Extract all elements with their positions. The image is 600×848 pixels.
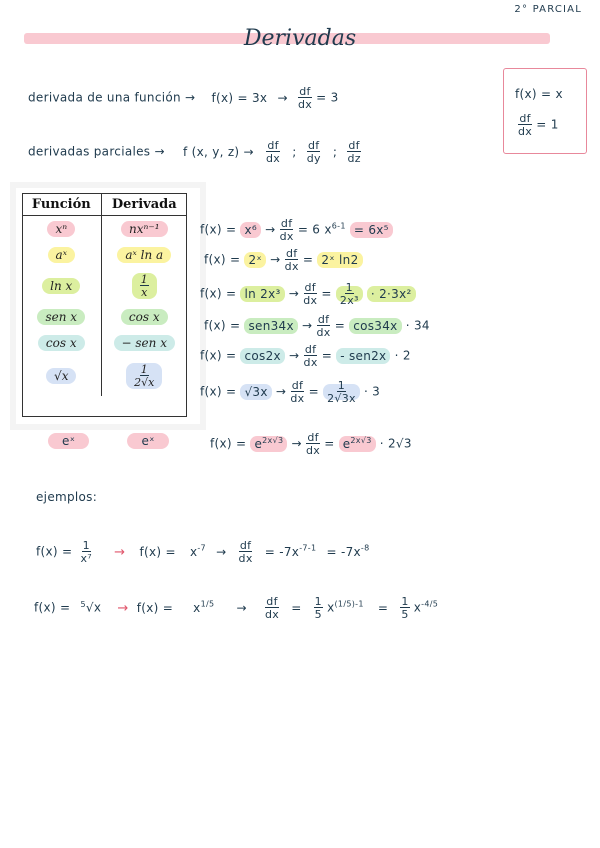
- frac-den: 2√x: [134, 376, 155, 389]
- result-highlight: = 6x⁵: [350, 222, 393, 238]
- partial-derivatives: [28, 140, 361, 164]
- frac-den: dx: [238, 552, 253, 565]
- arrow: →: [270, 252, 281, 267]
- frac-num: df: [304, 343, 317, 356]
- function-base: e: [254, 436, 263, 451]
- frac-den: x⁷: [80, 552, 93, 565]
- frac-den: dz: [347, 152, 361, 165]
- result-highlight: 2ˣ ln2: [317, 252, 362, 268]
- table-row: [22, 330, 187, 356]
- frac-num: 1: [82, 539, 90, 552]
- arrow: →: [265, 222, 276, 237]
- frac-num: df: [239, 539, 252, 552]
- frac-den: dx: [264, 608, 280, 621]
- function-highlight: x⁶: [240, 222, 261, 238]
- chain-factor: · 34: [405, 318, 430, 333]
- result-base: e: [342, 436, 351, 451]
- frac-num: df: [307, 431, 319, 444]
- table-derivative: aˣ ln a: [117, 247, 171, 263]
- partial-function: f (x, y, z) →: [182, 144, 254, 159]
- exponent: -4/5: [421, 599, 439, 609]
- exponent: 1/5: [200, 599, 215, 609]
- lhs: f(x) =: [200, 348, 237, 363]
- power-base: x: [327, 600, 335, 615]
- table-row: [22, 356, 187, 396]
- table-function: aˣ: [48, 247, 75, 263]
- exp-row: [48, 433, 169, 449]
- frac-num: df: [267, 139, 279, 152]
- header-function: Función: [22, 193, 101, 216]
- frac-num: df: [299, 85, 311, 98]
- arrow: →: [291, 436, 302, 451]
- exponent: 6-1: [331, 221, 346, 231]
- arrow: →: [302, 318, 313, 333]
- example-1: [36, 540, 370, 564]
- result-highlight: cos34x: [349, 318, 401, 334]
- exponent: -8: [360, 543, 370, 553]
- rule-example-exponential: [204, 248, 363, 272]
- rule-example-log: [200, 282, 416, 306]
- table-row: [22, 304, 187, 330]
- table-function: xⁿ: [47, 221, 75, 237]
- exp-derivative: eˣ: [127, 433, 168, 449]
- note-box-function: f(x) = x: [515, 87, 563, 101]
- table-row: [22, 242, 187, 268]
- frac-den: 2√3x: [327, 392, 356, 405]
- frac-num: df: [308, 139, 320, 152]
- frac-num: df: [291, 379, 304, 392]
- equals: =: [324, 436, 335, 451]
- table-derivative: nxⁿ⁻¹: [121, 221, 168, 237]
- arrow: →: [277, 90, 288, 105]
- function-highlight: cos2x: [240, 348, 284, 364]
- rule-example-cosine: [200, 344, 411, 368]
- function-highlight: ln 2x³: [240, 286, 284, 302]
- page-title: Derivadas: [243, 26, 357, 51]
- chain-factor: · 2√3: [379, 436, 412, 451]
- exponent: (1/5)-1: [334, 599, 364, 609]
- lhs: f(x) =: [200, 286, 237, 301]
- equals: =: [308, 384, 319, 399]
- table-function: √x: [46, 368, 76, 384]
- red-arrow: →: [114, 544, 126, 560]
- table-row: [22, 268, 187, 304]
- table-row: [22, 216, 187, 243]
- exp-function: eˣ: [48, 433, 89, 449]
- arrow: →: [216, 544, 227, 559]
- lhs: f(x) =: [200, 384, 237, 399]
- frac-num: 1: [140, 363, 148, 376]
- frac-num: 1: [140, 273, 148, 286]
- frac-den: dx: [303, 294, 318, 307]
- equals: =: [334, 318, 346, 333]
- frac-den: dx: [266, 152, 281, 165]
- equals: =: [377, 600, 389, 615]
- arrow: →: [236, 600, 247, 615]
- partial-label: derivadas parciales →: [28, 144, 165, 159]
- frac-den: dx: [316, 326, 331, 339]
- root: √x: [85, 600, 102, 615]
- table-derivative: − sen x: [114, 335, 175, 351]
- rule-example-sine: [204, 314, 430, 338]
- arrow: →: [275, 384, 287, 399]
- arrow: →: [288, 286, 300, 301]
- lhs: f(x) =: [204, 252, 241, 267]
- lhs: f(x) =: [36, 544, 73, 559]
- frac-den: 2x³: [339, 294, 359, 307]
- frac-den: x: [141, 286, 148, 299]
- function-highlight: 2ˣ: [244, 252, 266, 268]
- lhs: f(x) =: [200, 222, 237, 237]
- frac-num: df: [285, 247, 298, 260]
- step: = 6 x: [297, 222, 332, 237]
- frac-num: 1: [337, 379, 346, 392]
- frac-num: 1: [314, 595, 322, 608]
- red-arrow: →: [117, 600, 129, 616]
- note-box: [503, 68, 587, 154]
- rule-example-root: [200, 380, 380, 404]
- definition-function: f(x) = 3x: [211, 90, 268, 105]
- note-box-derivative: [518, 113, 559, 137]
- frac-num: df: [519, 112, 531, 125]
- table-function: sen x: [37, 309, 85, 325]
- frac-den: dy: [306, 152, 321, 165]
- power-base: x: [413, 600, 422, 615]
- separator: ;: [332, 144, 338, 159]
- equals: =: [291, 600, 302, 615]
- rewrite-lhs: f(x) =: [139, 544, 176, 559]
- frac-num: df: [348, 139, 360, 152]
- result-highlight: - sen2x: [336, 348, 390, 364]
- frac-num: 1: [401, 595, 409, 608]
- equals: =: [321, 286, 332, 301]
- frac-den: dx: [297, 98, 313, 111]
- lhs: f(x) =: [210, 436, 247, 451]
- separator: ;: [292, 144, 297, 159]
- final-result: = -7x: [326, 544, 361, 559]
- rewrite-lhs: f(x) =: [136, 600, 174, 615]
- derivative-definition: [28, 86, 339, 110]
- table-function: ln x: [42, 278, 80, 294]
- exponent: 2x√3: [262, 435, 284, 445]
- chain-factor: · 2·3x²: [367, 286, 416, 302]
- lhs: f(x) =: [34, 600, 71, 615]
- power-base: x: [189, 544, 198, 559]
- root-index: 5: [80, 599, 86, 609]
- frac-den: dx: [290, 392, 305, 405]
- frac-den: dx: [303, 356, 318, 369]
- frac-den: dx: [306, 444, 321, 457]
- exponent: -7: [197, 543, 206, 553]
- frac-den: dx: [284, 260, 299, 273]
- table-derivative: cos x: [121, 309, 168, 325]
- frac-den: 5: [314, 608, 322, 621]
- equals: =: [321, 348, 333, 363]
- equals: =: [302, 252, 314, 267]
- definition-label: derivada de una función →: [28, 90, 196, 105]
- derivatives-table: [22, 193, 187, 396]
- definition-result: = 3: [316, 90, 339, 105]
- lhs: f(x) =: [204, 318, 241, 333]
- chain-factor: · 3: [363, 384, 381, 399]
- example-2: [34, 596, 438, 620]
- step: = -7x: [264, 544, 300, 559]
- exam-label: 2° PARCIAL: [514, 4, 582, 15]
- rule-example-exp: [210, 432, 412, 456]
- power-base: x: [193, 600, 201, 615]
- frac-den: dx: [518, 125, 533, 138]
- examples-heading: ejemplos:: [36, 490, 98, 504]
- exponent: -7-1: [299, 543, 317, 553]
- frac-num: df: [317, 313, 330, 326]
- frac-num: df: [304, 281, 316, 294]
- frac-num: df: [280, 217, 293, 230]
- chain-factor: · 2: [394, 348, 411, 363]
- note-box-result: = 1: [536, 117, 559, 132]
- arrow: →: [289, 348, 300, 363]
- exponent: 2x√3: [350, 435, 372, 445]
- frac-den: dx: [279, 230, 294, 243]
- frac-num: 1: [345, 281, 353, 294]
- table-function: cos x: [38, 335, 85, 351]
- frac-num: df: [266, 595, 278, 608]
- rule-example-power: [200, 218, 393, 242]
- function-highlight: √3x: [240, 384, 271, 400]
- frac-den: 5: [401, 608, 409, 621]
- header-derivative: Derivada: [101, 193, 187, 216]
- function-highlight: sen34x: [244, 318, 297, 334]
